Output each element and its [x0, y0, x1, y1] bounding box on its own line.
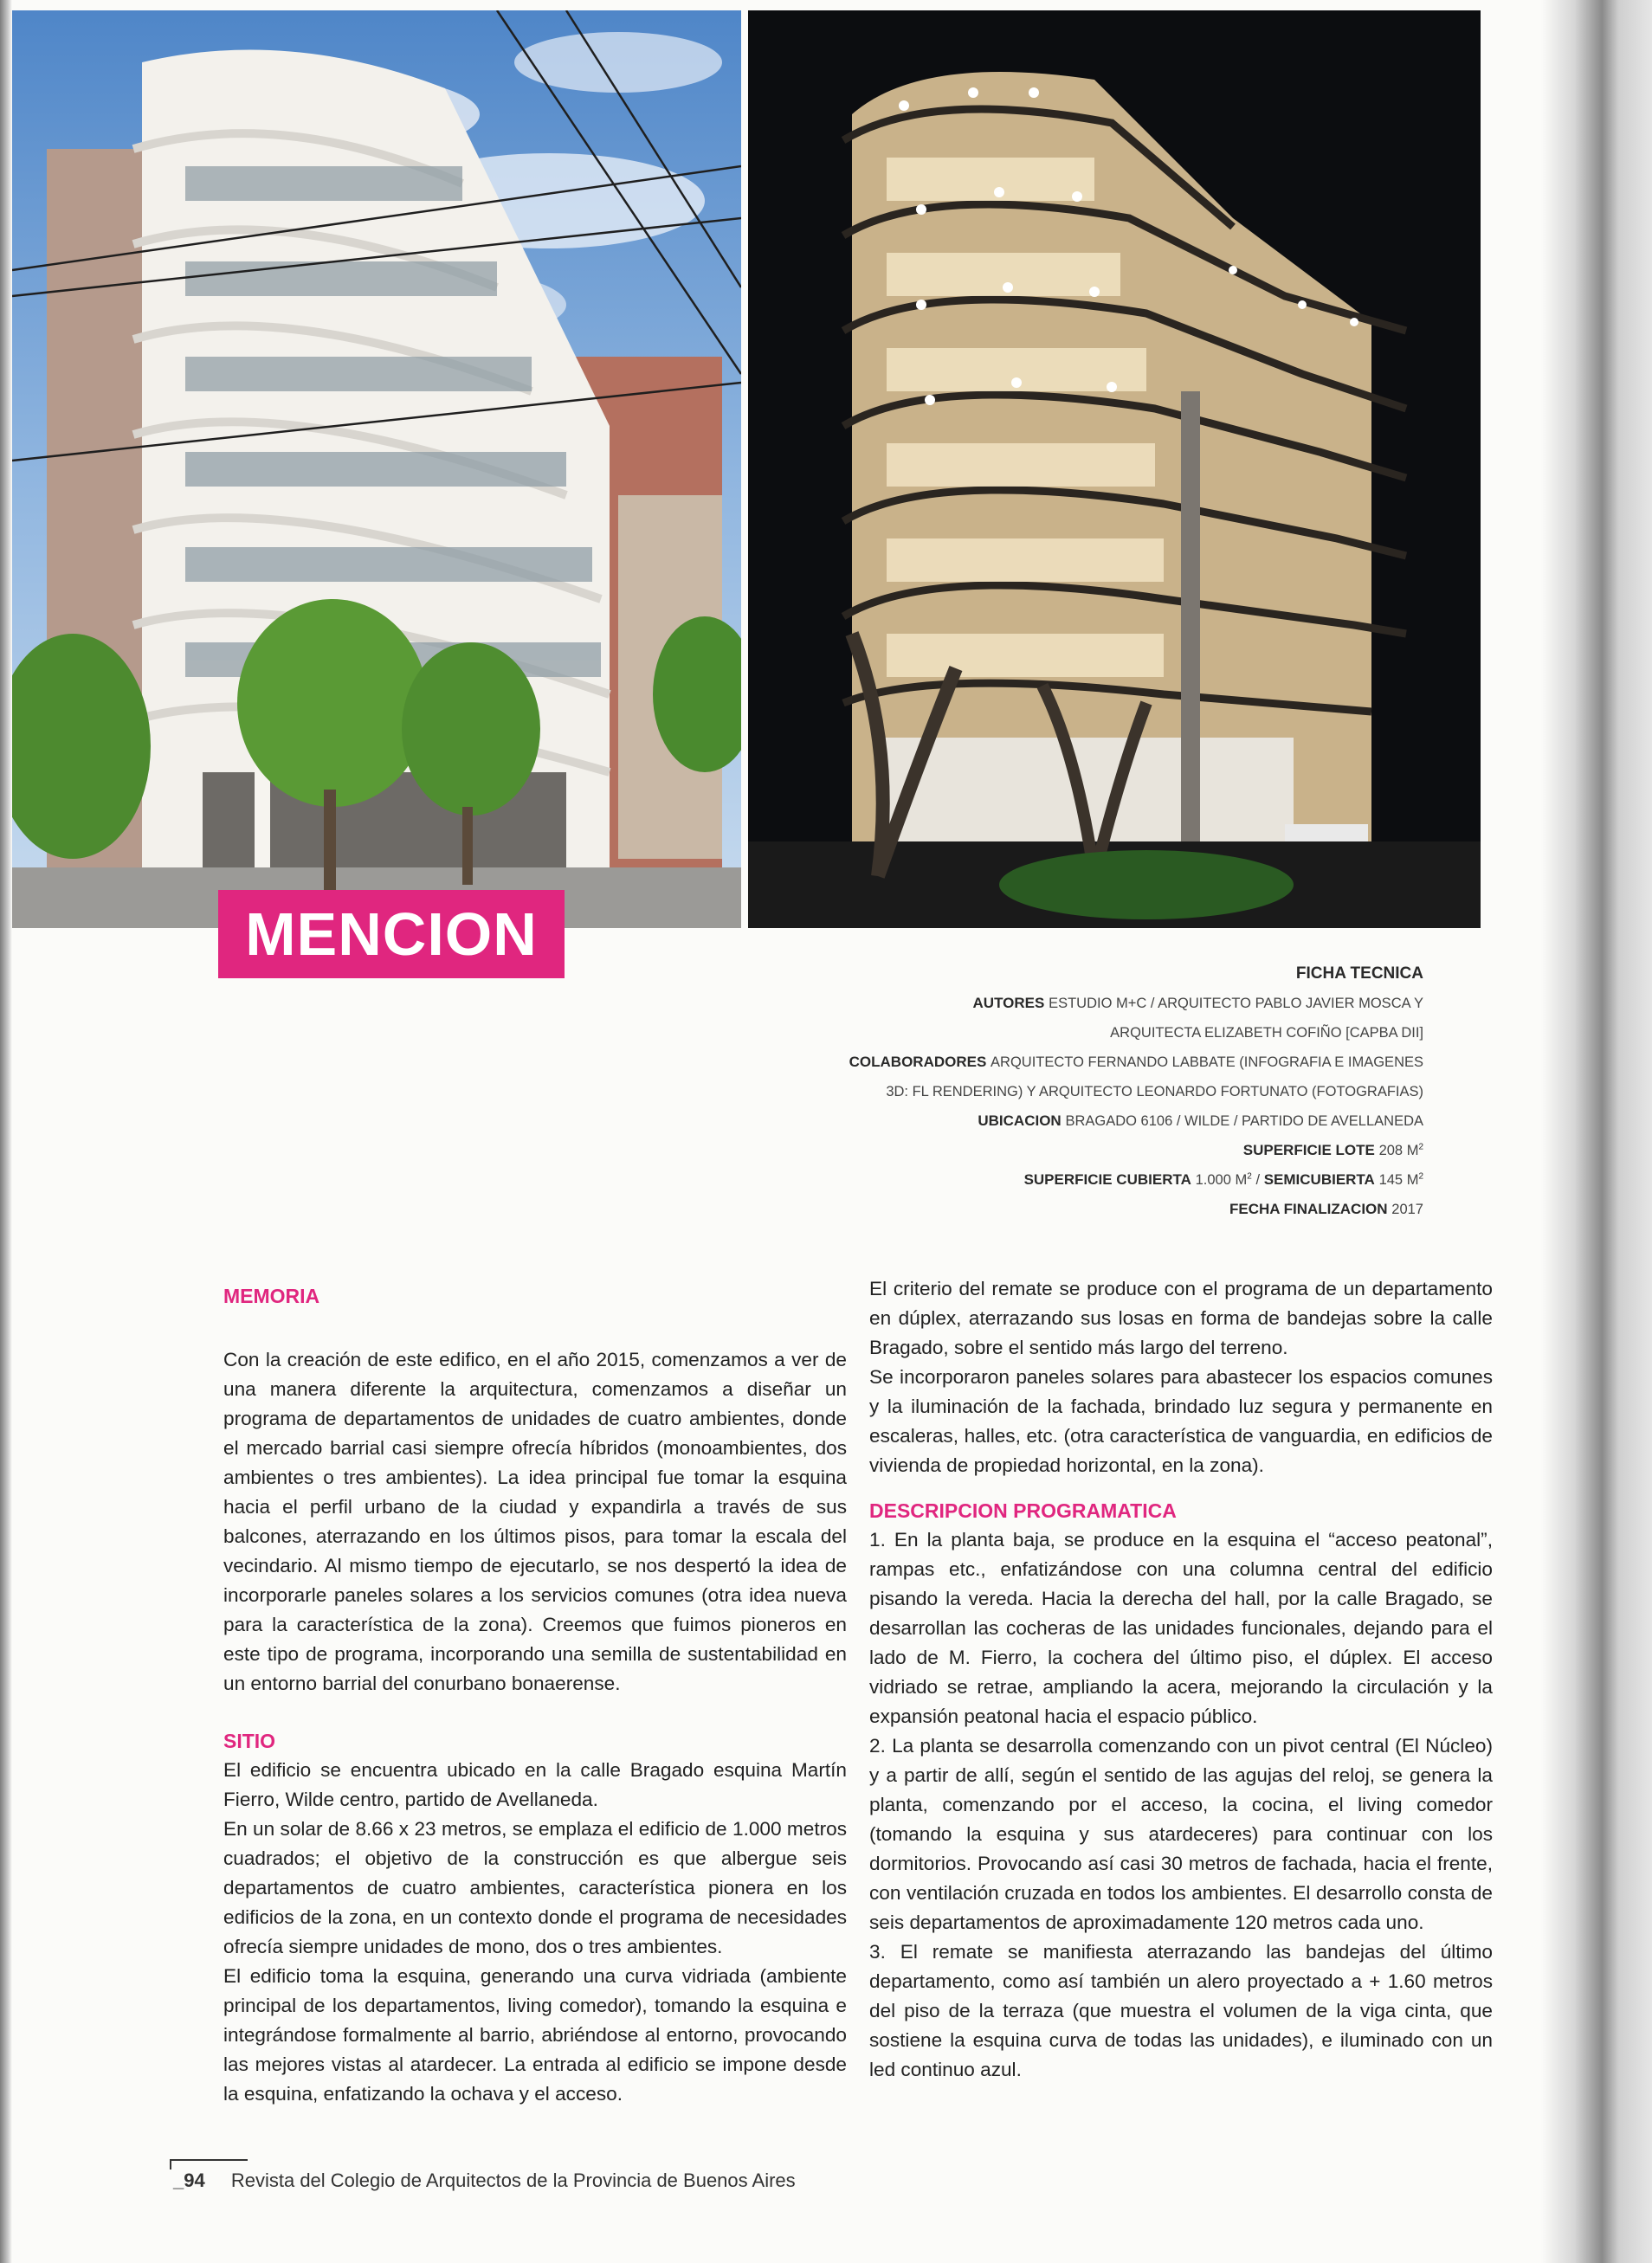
sitio-paragraph-1: El edificio se encuentra ubicado en la calle Bragado esquina Martín Fierro, Wilde centro, partido de Avellaneda. [223, 1759, 847, 1810]
publication-name: Revista del Colegio de Arquitectos de la Provincia de Buenos Aires [230, 2170, 796, 2191]
page-number: _94 [173, 2170, 205, 2191]
ficha-lote-value: 208 M [1378, 1143, 1419, 1158]
left-text-column [223, 1281, 847, 2109]
sitio-heading: SITIO [223, 1730, 276, 1752]
remate-paragraph-2: Se incorporaron paneles solares para abastecer los espacios comunes y la iluminación de la fachada, brindado luz segura y permanente en escaleras, halles, etc. (otra característica de vanguardia, en edificios de vivienda de propiedad horizontal, en la zona). [869, 1366, 1493, 1476]
ficha-colaboradores-line1 [713, 1048, 1423, 1077]
ficha-colaboradores-value: ARQUITECTO FERNANDO LABBATE (INFOGRAFIA E IMAGENES [991, 1054, 1423, 1070]
descripcion-heading: DESCRIPCION PROGRAMATICA [869, 1499, 1177, 1522]
ficha-semicubierta-label: SEMICUBIERTA [1263, 1171, 1375, 1188]
page-footer [173, 2170, 796, 2192]
sitio-paragraph-3: El edificio toma la esquina, generando una curva vidriada (ambiente principal de los departamentos, living comedor), tomando la esquina e integrándose formalmente al barrio, abriéndose al entorno, provocando las mejores vistas al atardecer. La entrada al edificio se impone desde la esquina, enfatizando la ochava y el acceso. [223, 1965, 847, 2105]
ficha-superficies: SUPERFICIE CUBIERTA 1.000 $M^2$ / SEMICUBIERTA 145 $M^2$ [1023, 1171, 1423, 1188]
superscript-2: 2 [1418, 1142, 1423, 1152]
descripcion-item-2: 2. La planta se desarrolla comenzando con un pivot central (El Núcleo) y a partir de allí, según el sentido de las agujas del reloj, se genera la planta, comenzando por el acceso, la cocina, el living comedor (tomando la esquina y sus atardeceres) para continuar con los dormitorios. Provocando así casi 30 metros de fachada, hacia el frente, con ventilación cruzada en todos los ambientes. El desarrollo consta de seis departamentos de aproximadamente 120 metros cada uno. [869, 1735, 1493, 1933]
descripcion-item-3: 3. El remate se manifiesta aterrazando las bandejas del último departamento, como así también un alero proyectado a + 1.60 metros del piso de la terraza (que muestra el volumen de la viga cinta, que sostiene la esquina curva de todas las unidades), e iluminado con un led continuo azul. [869, 1941, 1493, 2080]
ficha-autores-label: AUTORES [972, 995, 1045, 1011]
remate-paragraph-1: El criterio del remate se produce con el programa de un departamento en dúplex, aterrazando sus losas en forma de bandejas sobre la calle Bragado, sobre el sentido más largo del terreno. [869, 1278, 1493, 1358]
mencion-badge: MENCION [218, 890, 565, 978]
ficha-fecha [713, 1195, 1423, 1224]
ficha-colaboradores-label: COLABORADORES [849, 1054, 987, 1070]
right-text-column [869, 1274, 1493, 2085]
memoria-heading: MEMORIA [223, 1285, 320, 1307]
ficha-autores-line2: ARQUITECTA ELIZABETH COFIÑO [CAPBA DII] [1110, 1025, 1423, 1041]
page-gutter-shadow [1541, 0, 1652, 2263]
ficha-ubicacion-value: BRAGADO 6106 / WILDE / PARTIDO DE AVELLANEDA [1065, 1113, 1423, 1129]
ficha-lote [713, 1136, 1423, 1165]
superscript-2: 2 [1247, 1171, 1252, 1182]
superscript-2: 2 [1418, 1171, 1423, 1182]
ficha-colaboradores-line2: 3D: FL RENDERING) Y ARQUITECTO LEONARDO FORTUNATO (FOTOGRAFIAS) [886, 1084, 1423, 1099]
sitio-paragraph-2: En un solar de 8.66 x 23 metros, se emplaza el edificio de 1.000 metros cuadrados; el objetivo de la construcción es que albergue seis departamentos de cuatro ambientes, característica pionera en los edificios de la zona, en un contexto donde el programa de necesidades ofrecía siempre unidades de mono, dos o tres ambientes. [223, 1818, 847, 1957]
ficha-lote-label: SUPERFICIE LOTE [1242, 1142, 1375, 1158]
ficha-fecha-value: 2017 [1391, 1202, 1423, 1217]
ficha-autores-line1 [713, 989, 1423, 1018]
ficha-title: FICHA TECNICA [1295, 964, 1423, 983]
ficha-ubicacion-label: UBICACION [978, 1112, 1062, 1129]
ficha-cubierta-value: 1.000 M [1195, 1172, 1248, 1188]
ficha-cubierta-label: SUPERFICIE CUBIERTA [1023, 1171, 1191, 1188]
building-day-photo [12, 10, 741, 928]
ficha-tecnica [713, 959, 1423, 1224]
ficha-autores-value: ESTUDIO M+C / ARQUITECTO PABLO JAVIER MOSCA Y [1049, 996, 1423, 1011]
ficha-ubicacion [713, 1106, 1423, 1136]
ficha-fecha-label: FECHA FINALIZACION [1229, 1201, 1388, 1217]
building-night-photo [748, 10, 1481, 928]
ficha-semicubierta-value: 145 M [1378, 1172, 1419, 1188]
page-left-edge [0, 0, 12, 2263]
memoria-paragraph: Con la creación de este edifico, en el año 2015, comenzamos a ver de una manera diferente la arquitectura, comenzamos a diseñar un programa de departamentos de unidades de cuatro ambientes, donde el mercado barrial casi siempre ofrecía híbridos (monoambientes, dos ambientes o tres ambientes). La idea principal fue tomar la esquina hacia el perfil urbano de la ciudad y expandirla a través de sus balcones, aterrazando en los últimos pisos, para tomar la escala del vecindario. Al mismo tiempo de ejecutarlo, se nos despertó la idea de incorporarle paneles solares a los servicios comunes (otra idea nueva para la característica de la zona). Creemos que fuimos pioneros en este tipo de programa, incorporando una semilla de sustentabilidad en un entorno barrial del conurbano bonaerense. [223, 1349, 847, 1694]
descripcion-item-1: 1. En la planta baja, se produce en la esquina el “acceso peatonal”, rampas etc., enfatizándose con una columna central del edificio pisando la vereda. Hacia la derecha del hall, por la calle Bragado, se desarrollan las cocheras de las unidades funcionales, dejando para el lado de M. Fierro, la cochera del último piso, el dúplex. El acceso vidriado se retrae, ampliando la acera, mejorando la circulación y la expansión peatonal hacia el espacio público. [869, 1529, 1493, 1727]
